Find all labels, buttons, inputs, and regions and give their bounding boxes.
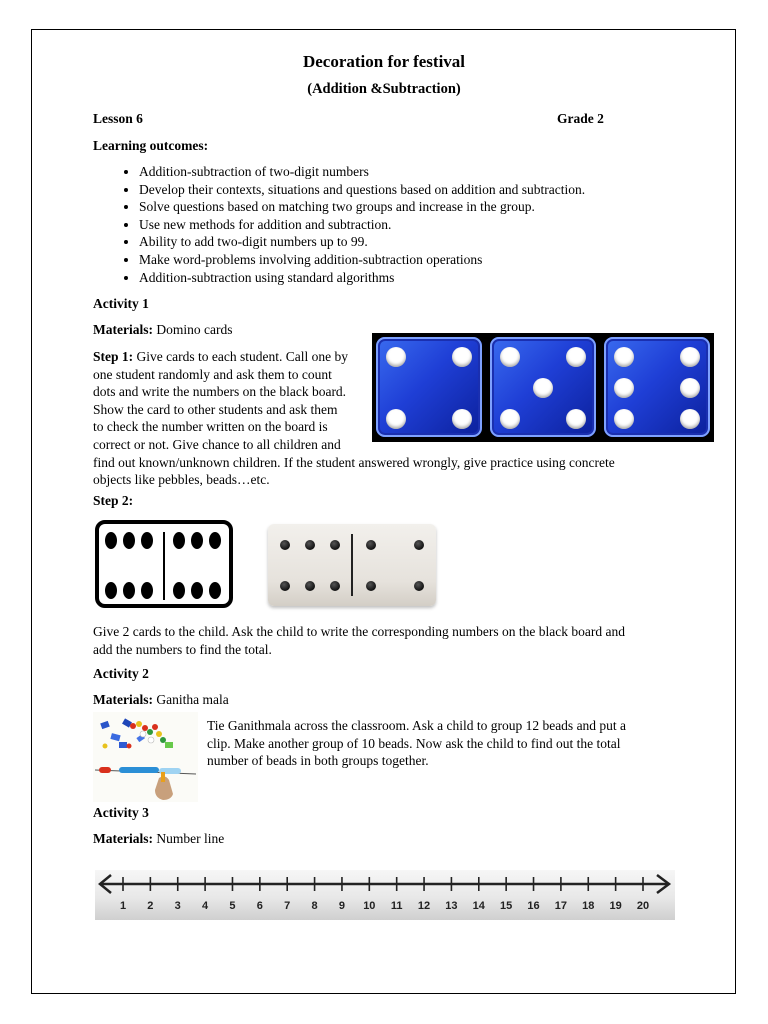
outcome-item: • Addition-subtraction using standard algorithms <box>139 269 585 287</box>
materials-label: Materials: <box>93 831 153 846</box>
number-line-label: 3 <box>174 900 181 912</box>
number-line-label: 16 <box>527 900 540 912</box>
activity2-heading: Activity 2 <box>93 666 149 681</box>
page-subtitle: (Addition &Subtraction) <box>307 81 461 97</box>
activity1-heading: Activity 1 <box>93 296 149 311</box>
learning-outcomes-list <box>93 163 585 286</box>
number-line-label: 12 <box>417 900 431 912</box>
materials-label: Materials: <box>93 692 153 707</box>
activity3-materials <box>93 830 224 847</box>
number-line-label: 20 <box>636 900 650 912</box>
die-four <box>376 337 482 437</box>
outcome-item: • Use new methods for addition and subtraction. <box>139 216 585 234</box>
lesson-label: Lesson 6 <box>93 111 143 126</box>
materials-value: Number line <box>156 831 225 846</box>
number-line-label: 10 <box>363 900 376 912</box>
die-six <box>604 337 710 437</box>
activity2-line: Tie Ganithmala across the classroom. Ask a child to group 12 beads and put a <box>207 718 627 733</box>
dice-image <box>372 333 714 442</box>
learning-outcomes-heading: Learning outcomes: <box>93 138 209 153</box>
number-line-label: 4 <box>202 900 209 912</box>
step1-line: find out known/unknown children. If the student answered wrongly, give practice using concrete <box>93 454 615 470</box>
outcome-item: • Develop their contexts, situations and questions based on addition and subtraction. <box>139 181 585 199</box>
number-line-image <box>95 870 675 920</box>
ganitha-mala-image <box>93 712 198 802</box>
number-line-label: 13 <box>445 900 458 912</box>
step1-line: correct or not. Give chance to all children and <box>93 436 341 452</box>
grade-label: Grade 2 <box>557 111 604 126</box>
number-line-label: 6 <box>256 900 263 912</box>
materials-value: Ganitha mala <box>156 692 229 707</box>
step1-line: dots and write the numbers on the black board. <box>93 384 347 400</box>
number-line-label: 14 <box>472 900 485 912</box>
activity2-line: clip. Make another group of 10 beads. Now ask the child to find out the total <box>207 735 621 751</box>
outcome-item: • Ability to add two-digit numbers up to 99. <box>139 233 585 251</box>
number-line-label: 19 <box>609 900 622 912</box>
activity2-text <box>207 717 707 770</box>
step2-line: add the numbers to find the total. <box>93 641 272 657</box>
step1-line: to check the number written on the board is <box>93 419 328 435</box>
step1-line: Show the card to other students and ask them <box>93 401 338 417</box>
materials-label: Materials: <box>93 322 153 337</box>
outcome-item: • Solve questions based on matching two groups and increase in the group. <box>139 198 585 216</box>
domino-card-six-four <box>268 524 436 606</box>
outcome-item: • Addition-subtraction of two-digit numbers <box>139 163 585 181</box>
activity2-line: number of beads in both groups together. <box>207 753 429 769</box>
number-line-label: 15 <box>500 900 513 912</box>
step1-line: Give cards to each student. Call one by <box>133 349 348 364</box>
domino-card-six-six <box>95 520 233 608</box>
number-line-label: 18 <box>582 900 595 912</box>
step1-line: one student randomly and ask them to count <box>93 366 332 382</box>
number-line-label: 9 <box>338 900 345 912</box>
number-line-axis <box>95 870 675 920</box>
step1-line: objects like pebbles, beads…etc. <box>93 472 270 488</box>
step1-label: Step 1: <box>93 349 134 364</box>
activity2-materials <box>93 691 229 708</box>
step2-text <box>93 623 713 658</box>
outcome-item: • Make word-problems involving addition-subtraction operations <box>139 251 585 269</box>
step2-label: Step 2: <box>93 493 134 508</box>
activity3-heading: Activity 3 <box>93 805 149 820</box>
number-line-label: 8 <box>311 900 318 912</box>
number-line-label: 7 <box>284 900 291 912</box>
number-line-label: 2 <box>147 900 154 912</box>
die-five <box>490 337 596 437</box>
step2-line: Give 2 cards to the child. Ask the child to write the corresponding numbers on the black board and <box>93 624 625 639</box>
materials-value: Domino cards <box>156 322 233 337</box>
activity1-materials <box>93 321 232 338</box>
number-line-label: 5 <box>229 900 236 912</box>
number-line-label: 1 <box>119 900 127 912</box>
number-line-label: 11 <box>390 900 403 912</box>
number-line-label: 17 <box>554 900 568 912</box>
page-title: Decoration for festival <box>302 52 466 71</box>
